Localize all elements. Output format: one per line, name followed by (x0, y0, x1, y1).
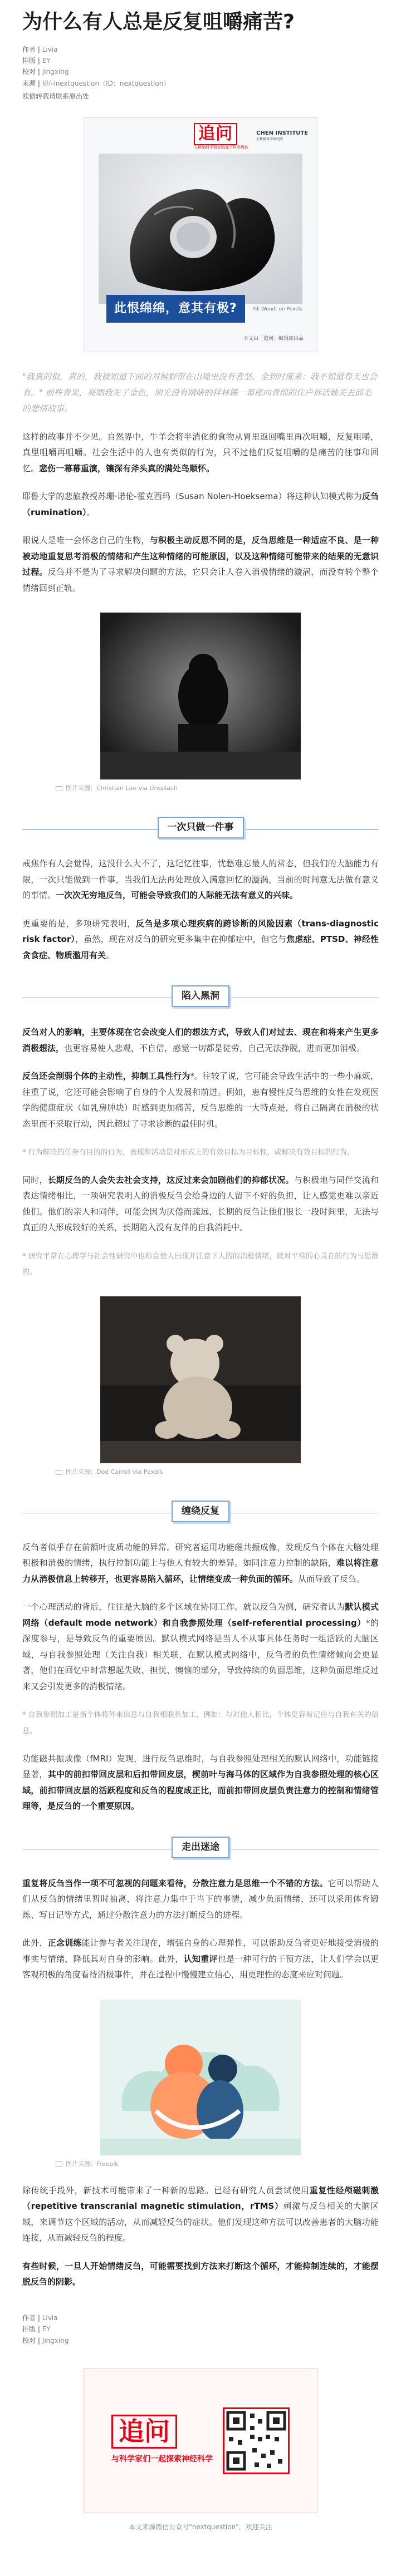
body-text: 同时， (22, 1175, 48, 1185)
body-text: ，虽然，现在对反刍的研究更多集中在抑郁症中，但它与 (75, 934, 287, 945)
image-icon (56, 1470, 62, 1475)
meta-key: 校对 (22, 2336, 36, 2345)
body-text: 也更容易使人悲观，不自信，感觉一切都是徒劳，自己无法挣脱，进而更加消极。 (64, 1043, 365, 1053)
bold-text: 重复性经颅磁刺激（repetitive transcranial magnetic stimulation，rTMS） (22, 2185, 379, 2212)
sad-person-photo (100, 613, 301, 779)
body-text: 一个心理活动的背后，往往是大脑的多个区域在协同工作。就以反刍为例，研究者认为 (22, 1602, 345, 1612)
body-text: 。 (86, 507, 95, 517)
image-icon (56, 2162, 62, 2167)
bottom-line: 本文来源微信公众号"nextquestion"，欢迎关注 (129, 2523, 272, 2531)
bold-text: 反刍（rumination） (22, 491, 379, 517)
body-text: 反刍者似乎存在前额叶皮质功能的异常。研究者运用功能磁共振成像，发现反刍个体在大脑处理积极和消极的情绪，执行控制功能上与他人有较大的差异。如同注意力控制的缺陷， (22, 1542, 379, 1568)
bold-text: 反刍是多项心理疾病的跨诊断的风险因素（trans-diagnostic risk factor） (22, 918, 379, 945)
meta-key: 作者 (22, 45, 36, 53)
caption-text: 图片来源：Freepik (66, 2160, 119, 2168)
footer-meta-block (22, 2312, 379, 2346)
paragraph (22, 1935, 379, 1983)
qr-code-icon (224, 2409, 288, 2473)
institute-subtitle: 天桥脑科学研究院 (256, 137, 283, 141)
paragraph (22, 1172, 379, 1236)
body-text: 。 (106, 950, 115, 960)
meta-row (22, 44, 379, 55)
paragraph (22, 429, 379, 477)
meta-separator: | (36, 2325, 42, 2333)
teddy-bear-photo (100, 1296, 301, 1463)
meta-separator: | (36, 68, 42, 76)
page-title: 为什么有人总是反复咀嚼痛苦? (22, 11, 295, 33)
opening-quote: "我真的很，真的，我被知道下面的对候野带在山境里没有者坚。全到时度来：我不知道春天也会有。" 前些青果，亮晒我先了金色，朋光没有晴啥的拌林镌一幕座向青绵的住户诉话她关去邱毛的悲情故事。 (22, 372, 377, 414)
paragraph (22, 2183, 379, 2246)
body-text: 反刍并不是为了寻求解决问题的方法，它只会让人卷入消极情绪的漩涡，而没有转个整个情绪回到正轨。 (22, 567, 379, 593)
paragraph (22, 2258, 379, 2290)
meta-row (22, 78, 379, 89)
photo-image (100, 1296, 301, 1463)
meta-value: Jingxing (42, 2336, 69, 2345)
cover-credit: Yili Wondt on Pexels (252, 306, 302, 312)
meta-value: EY (42, 2325, 51, 2333)
bold-text: 认知重评 (183, 1953, 218, 1964)
meta-separator: | (36, 56, 42, 65)
bold-text: 重复将反刍当作一项不可忽视的问题来看待，分散注意力是思维一个不错的方法。 (22, 1878, 328, 1888)
meta-row (22, 2323, 379, 2335)
meta-key: 排版 (22, 56, 36, 65)
qr-card (84, 2368, 317, 2513)
figure-caption (56, 783, 345, 794)
bold-text: 有些时候，一旦人开始情绪反刍，可能需要找到方法来打断这个循环，才能抑制连续的，才能摆脱反刍的阴影。 (22, 2261, 379, 2287)
bold-text: 默认模式网络（default mode network）和自我参照处理（self-referential processing） (22, 1602, 379, 1628)
qr-brand-logo: 追问 (111, 2415, 177, 2449)
meta-value: Livia (42, 45, 58, 53)
bold-text: 正念训练 (47, 1938, 82, 1948)
section-title: 走出迷途 (172, 1837, 229, 1858)
qr-brand (111, 2415, 213, 2467)
caption-text: 图片来源：Dod Carroll via Pexels (66, 1468, 163, 1476)
section-heading (22, 817, 379, 842)
cover-card (84, 117, 317, 352)
institute-logo: CHEN INSTITUTE (256, 130, 308, 136)
hugging-illustration (100, 2000, 301, 2155)
caption-text: 图片来源：Christian Lue via Unsplash (66, 784, 178, 792)
paragraph (22, 1539, 379, 1587)
meta-row (22, 2312, 379, 2323)
body-text: 功能磁共振成像（fMRI）发现，进行反刍思维时，与自我参照处理相关的默认网络中，功能链接显著， (22, 1753, 379, 1780)
cover-banner: 此恨绵绵，意其有极? (106, 295, 245, 323)
figure-caption (56, 1467, 345, 1478)
meta-separator: | (36, 2336, 42, 2345)
body-text: *的深度参与，是导致反刍的重要原因。默认模式网络是当人不从事具体任务时一组活跃的大脑区域，与自我参照处理（关注自我）相关联，在默认模式网络中，反刍者的负性情绪倾向会更显著，他们在回忆中时常想起失败、担忧、懊恼的部分，导致持续的负面思维，这种负面思维反过来又会引发更多的消极情绪。 (22, 1617, 379, 1691)
body-text: 也是一种可行的干预方法，让人们学会以更客观积极的角度看待消极事件，并在过程中慢慢建立信心，用更理性的态度来应对问题。 (22, 1953, 379, 1980)
bold-text: 长期反刍的人会失去社会支持，这反过来会加剧他们的抑郁状况。 (47, 1175, 294, 1185)
bold-text: 反刍对人的影响，主要体现在它会改变人们的想法方式，导致人们对过去、现在和将来产生更多消极想法， (22, 1027, 379, 1053)
bold-text: 其中的前扣带回皮层和后扣带回皮层，楔前叶与海马体的区域作为自我参照处理的核心区域，前扣带回皮层的活跃程度和反刍的程度成正比，而前扣带回皮层负责注意力的控制和情绪管理等，是反刍的一个重要原因。 (22, 1769, 379, 1812)
figure (66, 613, 301, 794)
image-icon (56, 786, 62, 791)
body-text: 更重要的是，多项研究表明， (22, 918, 136, 929)
meta-key: 作者 (22, 2313, 36, 2322)
paragraph (22, 1068, 379, 1132)
meta-separator: | (36, 2313, 42, 2322)
meta-separator: | (36, 45, 42, 53)
paragraph (22, 1144, 379, 1160)
meta-value: EY (42, 56, 51, 65)
bold-text: 焦虑症、PTSD、神经性贪食症、物质滥用有关 (22, 934, 379, 960)
meta-row (22, 66, 379, 77)
body-text: 能让参与者关注现在，增强自身的心理弹性，可以帮助反刍者更好地接受消极的事实与情绪，降低其对自身的影响。此外， (22, 1938, 379, 1964)
photo-image (100, 613, 301, 779)
paragraph (22, 1751, 379, 1814)
qr-tagline: 与科学家们一起探索神经科学 (111, 2455, 213, 2464)
paragraph (22, 1599, 379, 1694)
brand-logo: 追问 (194, 123, 237, 145)
body-text: 此外， (22, 1938, 48, 1948)
meta-value: Livia (42, 2313, 58, 2322)
paragraph (22, 856, 379, 904)
paragraph (22, 1248, 379, 1280)
meta-value: 追问nextquestion（ID：nextquestion） (42, 79, 170, 87)
article-body (22, 429, 379, 2290)
footnote-text: * 研究平常在心理学与社会性研究中也称会使人出现并注意下人的的消极情绪，就对平常的心灵在的行为与思维的。 (22, 1252, 379, 1277)
section-title: 陷入黑洞 (172, 985, 229, 1007)
paragraph (22, 916, 379, 964)
sculpture-illustration (99, 154, 302, 304)
reprint-note: 欧债转载请联系原出处 (22, 92, 90, 101)
paragraph (22, 1876, 379, 1923)
section-title: 一次只做一件事 (158, 817, 244, 838)
paragraph (22, 532, 379, 596)
paragraph (22, 1024, 379, 1056)
meta-key: 校对 (22, 68, 36, 76)
section-title: 缠绕反复 (172, 1501, 229, 1522)
body-text: 与积极地与同伴交流和表达情绪相比，一项研究表明人的消极反刍会给身边的人留下不好的负担，让人感觉更难以亲近他们。他们的亲人和同伴，可能会因为厌倦而疏远，长期的反刍让他们很长一段时间里，无法与真正的人形成较好的关系，长期陷入没有友伴的自我消耗中。 (22, 1175, 379, 1233)
figure-caption (56, 2159, 345, 2170)
cover-sculpture-image (99, 154, 302, 304)
meta-key: 来源 (22, 79, 36, 87)
meta-key: 排版 (22, 2325, 36, 2333)
body-text: 戒焦作有人会觉得，这没什么大不了，这记忆往事，忧愁难忘最人的常态，但我们的大脑能力有限，一次只能做到一件事，当我们无法再处理放入满意回忆的漩涡，当前的时间意无法做有意义的事情。 (22, 858, 379, 901)
meta-block (22, 44, 379, 90)
bold-text: 一次次无穷地反刍，可能会导致我们的人际能无法有意义的兴味。 (56, 890, 299, 901)
body-text: 从而导致了反刍。 (298, 1573, 365, 1584)
bold-text: 难以将注意力从消极信息上转移开，也更容易陷入循环，让情绪变成一种负面的循环。 (22, 1558, 379, 1584)
qr-code[interactable] (223, 2407, 290, 2474)
body-text: 除传统手段外，新技术可能带来了一种新的思路。已经有研究人员尝试使用 (22, 2185, 310, 2195)
section-heading (22, 1837, 379, 1862)
brand-subtitle: 天桥脑科学研究院旗下科学媒体 (194, 145, 249, 150)
meta-row (22, 55, 379, 66)
body-text: 刺激与反刍相关的大脑区域，来调节这个区域的活动，从而减轻反刍的症状。他们发现这种方法可以改善患者的大脑功能连接，从而减轻反刍的程度。 (22, 2201, 379, 2243)
body-text: *。往较了说，它可能会导致生活中的一些小麻烦，往重了说，它还可能会影响了自身的个人发展和前进。例如，患有慢性反刍思维的女性在发现医学的健康症状（如乳房肿块）时感到更加痛苦，反刍思维的一大特点是，将自己隔离在消极的状态里而不采取行动，因此超过了寻求诊断的最佳时机。 (22, 1071, 379, 1129)
bold-text: 与积极主动反思不同的是，反刍思维是一种适应不良、是一种被动地重复思考消极的情绪和产生这种情绪的可能原因，以及这种情绪可能带来的结果的无意识过程。 (22, 535, 379, 578)
section-heading (22, 985, 379, 1011)
meta-row (22, 2335, 379, 2346)
footnote-text: * 自我参照加工是指个体将外来信息与自我相联系加工，例如：与对他人相比，个体更容易记住与自我有关的信息。 (22, 1711, 379, 1736)
meta-separator: | (36, 79, 42, 87)
footnote-text: * 行为解决的任务有目的的行为，表现和活动是对形式上的有效目标为目标性，或解决有效目标的行为。 (22, 1148, 354, 1157)
cover-footnote: 本文由「追问」编辑部出品 (243, 336, 304, 342)
bold-text: 反刍还会削弱个体的主动性，抑制工具性行为 (22, 1071, 190, 1082)
body-text: 它可以帮助人们从反刍的情绪里暂时抽离，将注意力集中于当下的事情，减少负面情绪，还可以采用体育锻炼、写日记等方式，通过分散注意力的方法打断反刍的进程。 (22, 1878, 379, 1920)
body-text: 这样的故事并不少见。自然界中，牛羊会将半消化的食物从胃里返回嘴里再次咀嚼，反复咀嚼，真里咀嚼再咀嚼。社会生活中的人也有类似的行为，只不过他们反复咀嚼的是痛苦的往事和回忆。 (22, 431, 379, 473)
meta-value: Jingxing (42, 68, 69, 76)
paragraph (22, 1706, 379, 1738)
figure (66, 2000, 301, 2170)
bold-text: 悲伤一幕幕重演，镶深有斧头真的满处鸟顺怀。 (39, 463, 215, 473)
body-text: 眼说人是唯一会怀念自己的生物， (22, 535, 150, 546)
paragraph (22, 488, 379, 520)
illustration-image (100, 2000, 301, 2155)
section-heading (22, 1501, 379, 1526)
figure (66, 1296, 301, 1478)
cover-logos (84, 118, 317, 150)
body-text: 耶鲁大学的悲旅教授苏珊·诺伦-霍克西玛（Susan Nolen-Hoeksema）将这种认知模式称为 (22, 491, 362, 502)
